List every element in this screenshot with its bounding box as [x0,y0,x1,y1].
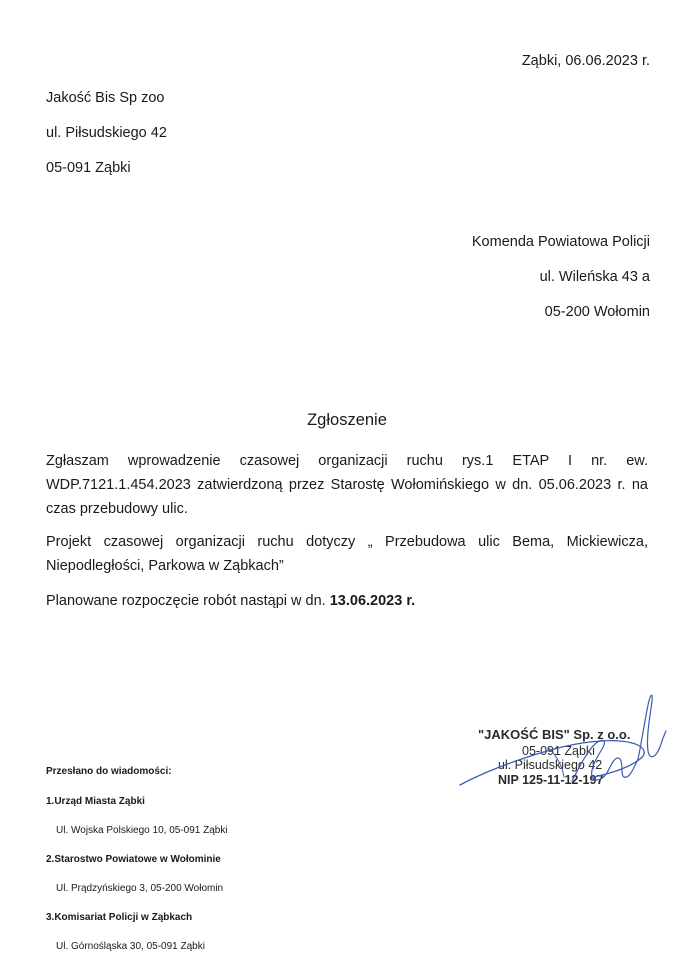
paragraph-1-rest: WDP.7121.1.454.2023 zatwierdzoną przez Starostę Wołomińskiego w dn. 05.06.2023 r. na czas przebudowy ulic. [46,477,648,517]
document-title: Zgłoszenie [307,411,387,429]
distribution-heading: Przesłano do wiadomości: [46,766,172,777]
distribution-item-2-address: Ul. Prądzyńskiego 3, 05-200 Wołomin [56,883,224,894]
sender-city: 05-091 Ząbki [46,160,131,176]
recipient-name: Komenda Powiatowa Policji [471,234,650,250]
signature [452,685,672,795]
letter-date: Ząbki, 06.06.2023 r. [521,53,650,69]
sender-street: ul. Piłsudskiego 42 [46,125,167,141]
paragraph-2: Projekt czasowej organizacji ruchu dotyczy „ Przebudowa ulic Bema, Mickiewicza, Niepodległości, Parkowa w Ząbkach” [46,534,648,574]
paragraph-3 [46,590,415,612]
stamp-street: ul. Piłsudskiego 42 [498,758,603,772]
distribution-item-3-name: 3.Komisariat Policji w Ząbkach [46,912,193,923]
recipient-city: 05-200 Wołomin [544,304,650,320]
distribution-item-2-name: 2.Starostwo Powiatowe w Wołominie [46,854,221,865]
stamp-company: "JAKOŚĆ BIS" Sp. z o.o. [478,727,631,742]
paragraph-1-first-line: Zgłaszam wprowadzenie czasowej organizacji ruchu rys.1 ETAP I nr. ew. [46,453,648,469]
distribution-item-1-address: Ul. Wojska Polskiego 10, 05-091 Ząbki [56,825,228,836]
start-date: 13.06.2023 r. [329,593,416,609]
distribution-item-1-name: 1.Urząd Miasta Ząbki [46,796,145,807]
stamp-nip: NIP 125-11-12-197 [498,773,604,787]
sender-name: Jakość Bis Sp zoo [46,90,165,106]
distribution-item-3-address: Ul. Górnośląska 30, 05-091 Ząbki [56,941,205,952]
paragraph-3-text: Planowane rozpoczęcie robót nastąpi w dn. [46,593,330,609]
stamp-city: 05-091 Ząbki [522,744,595,758]
recipient-street: ul. Wileńska 43 a [539,269,650,285]
